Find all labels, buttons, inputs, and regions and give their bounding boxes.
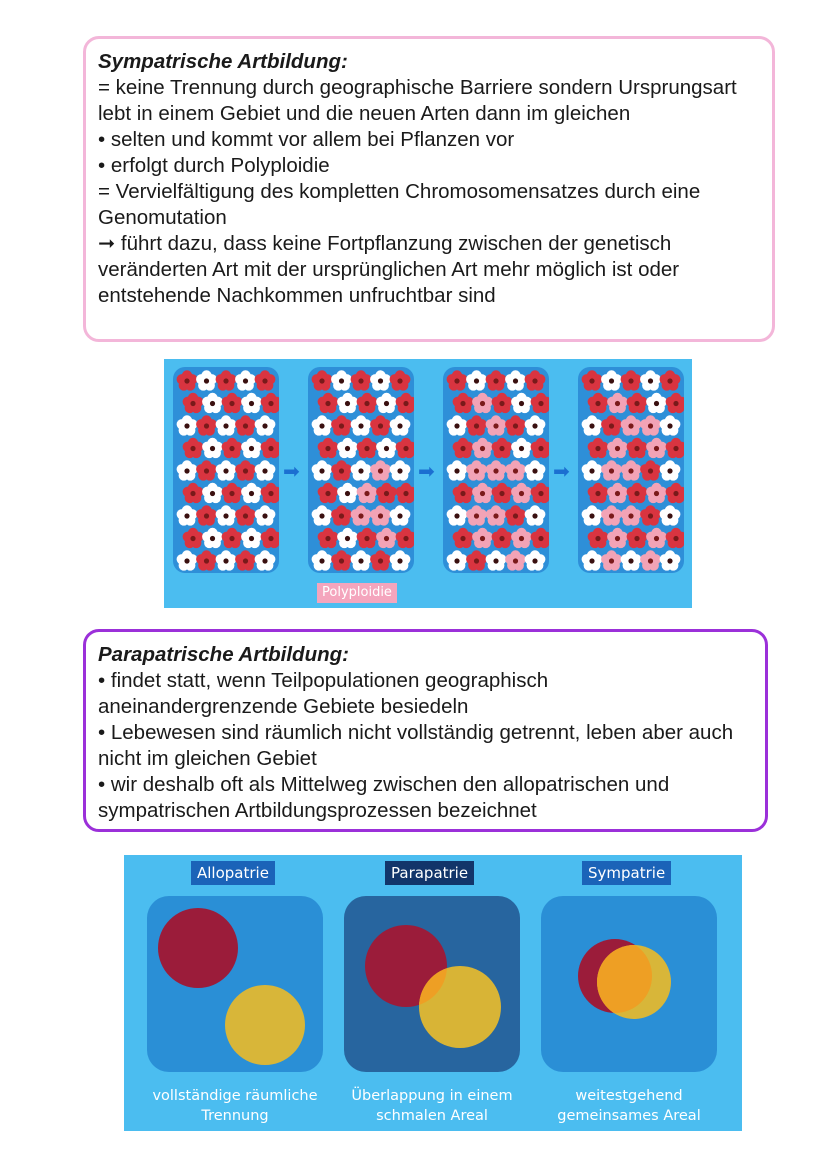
pink-flower-icon — [370, 460, 391, 480]
red-flower-icon — [357, 528, 378, 548]
white-flower-icon — [241, 483, 262, 503]
white-flower-icon — [312, 415, 333, 435]
polyploidy-label: Polyploidie — [317, 583, 397, 603]
white-flower-icon — [505, 370, 526, 390]
white-flower-icon — [337, 438, 358, 458]
white-flower-icon — [582, 550, 603, 570]
red-flower-icon — [486, 370, 507, 390]
red-flower-icon — [261, 393, 279, 413]
pink-flower-icon — [621, 415, 642, 435]
red-flower-icon — [588, 438, 609, 458]
white-flower-icon — [255, 550, 276, 570]
red-flower-icon — [235, 415, 256, 435]
red-flower-icon — [396, 393, 414, 413]
white-flower-icon — [337, 393, 358, 413]
red-flower-icon — [183, 438, 204, 458]
pink-flower-icon — [357, 483, 378, 503]
red-flower-icon — [492, 528, 513, 548]
red-flower-icon — [466, 550, 487, 570]
flower-field-3 — [443, 367, 549, 573]
white-flower-icon — [525, 505, 546, 525]
white-flower-icon — [640, 370, 661, 390]
red-flower-icon — [640, 460, 661, 480]
allopatry-caption-line-1: vollständige räumliche — [152, 1088, 318, 1104]
pink-flower-icon — [601, 550, 622, 570]
red-flower-icon — [666, 483, 684, 503]
white-flower-icon — [177, 460, 198, 480]
pink-flower-icon — [640, 415, 661, 435]
white-flower-icon — [216, 505, 237, 525]
pink-flower-icon — [607, 438, 628, 458]
white-flower-icon — [255, 460, 276, 480]
white-flower-icon — [241, 393, 262, 413]
sympatric-line-4: = Vervielfältigung des kompletten Chromosomensatzes durch eine Genomutation — [98, 180, 701, 229]
red-flower-icon — [588, 528, 609, 548]
white-flower-icon — [202, 438, 223, 458]
white-flower-icon — [202, 483, 223, 503]
white-flower-icon — [447, 505, 468, 525]
white-flower-icon — [216, 550, 237, 570]
white-flower-icon — [202, 528, 223, 548]
white-flower-icon — [660, 460, 681, 480]
white-flower-icon — [525, 460, 546, 480]
red-flower-icon — [505, 505, 526, 525]
sympatric-line-1: = keine Trennung durch geographische Barriere sondern Ursprungsart lebt in einem Gebiet und die neuen Arten dann im gleichen — [98, 76, 737, 125]
sympatric-line-3: • erfolgt durch Polyploidie — [98, 154, 330, 177]
red-flower-icon — [660, 370, 681, 390]
sympatry-region — [541, 896, 717, 1072]
population-panel-2 — [308, 367, 414, 573]
red-flower-icon — [222, 438, 243, 458]
red-flower-icon — [390, 370, 411, 390]
sympatry-tag: Sympatrie — [582, 861, 671, 885]
pink-flower-icon — [511, 483, 532, 503]
red-flower-icon — [177, 370, 198, 390]
white-flower-icon — [337, 483, 358, 503]
allopatry-caption-line-2: Trennung — [201, 1108, 269, 1124]
white-flower-icon — [525, 415, 546, 435]
white-flower-icon — [177, 505, 198, 525]
polyploidy-figure — [164, 359, 692, 608]
white-flower-icon — [601, 370, 622, 390]
red-flower-icon — [261, 438, 279, 458]
white-flower-icon — [351, 550, 372, 570]
red-flower-icon — [183, 483, 204, 503]
red-flower-icon — [331, 460, 352, 480]
red-flower-icon — [601, 415, 622, 435]
white-flower-icon — [255, 505, 276, 525]
red-flower-icon — [492, 393, 513, 413]
red-flower-icon — [376, 483, 397, 503]
parapatric-line-1: • findet statt, wenn Teilpopulationen geographisch aneinandergrenzende Gebiete besiedeln — [98, 669, 549, 718]
white-flower-icon — [390, 505, 411, 525]
arrow-right-icon: ➡ — [553, 461, 570, 483]
red-flower-icon — [492, 438, 513, 458]
red-flower-icon — [666, 393, 684, 413]
red-flower-icon — [196, 550, 217, 570]
white-flower-icon — [216, 460, 237, 480]
red-flower-icon — [453, 393, 474, 413]
red-flower-icon — [588, 483, 609, 503]
sympatric-line-2: • selten und kommt vor allem bei Pflanzen vor — [98, 128, 515, 151]
parapatry-tag: Parapatrie — [385, 861, 474, 885]
sympatric-heading: Sympatrische Artbildung: — [98, 50, 348, 73]
red-flower-icon — [396, 438, 414, 458]
red-flower-icon — [331, 505, 352, 525]
white-flower-icon — [351, 460, 372, 480]
red-flower-icon — [588, 393, 609, 413]
red-flower-icon — [531, 483, 549, 503]
pink-flower-icon — [351, 505, 372, 525]
red-flower-icon — [531, 438, 549, 458]
white-flower-icon — [660, 415, 681, 435]
red-flower-icon — [370, 415, 391, 435]
red-flower-icon — [235, 460, 256, 480]
red-flower-icon — [531, 393, 549, 413]
pink-flower-icon — [646, 438, 667, 458]
red-flower-icon — [621, 370, 642, 390]
pink-flower-icon — [486, 505, 507, 525]
white-flower-icon — [447, 415, 468, 435]
pink-flower-icon — [607, 483, 628, 503]
red-flower-icon — [235, 505, 256, 525]
red-flower-icon — [331, 550, 352, 570]
pink-flower-icon — [472, 528, 493, 548]
red-flower-icon — [331, 415, 352, 435]
flower-field-1 — [173, 367, 279, 573]
white-flower-icon — [337, 528, 358, 548]
red-flower-icon — [196, 415, 217, 435]
red-flower-icon — [666, 528, 684, 548]
red-flower-icon — [370, 550, 391, 570]
red-flower-icon — [492, 483, 513, 503]
red-flower-icon — [453, 528, 474, 548]
white-flower-icon — [390, 550, 411, 570]
white-flower-icon — [511, 393, 532, 413]
flower-field-4 — [578, 367, 684, 573]
red-flower-icon — [235, 550, 256, 570]
red-flower-icon — [318, 438, 339, 458]
red-flower-icon — [627, 438, 648, 458]
pink-flower-icon — [486, 460, 507, 480]
pink-flower-icon — [621, 460, 642, 480]
white-flower-icon — [370, 370, 391, 390]
population-panel-4 — [578, 367, 684, 573]
parapatry-caption-line-2: schmalen Areal — [376, 1108, 488, 1124]
red-flower-icon — [261, 528, 279, 548]
pink-flower-icon — [511, 528, 532, 548]
species-a-area — [158, 908, 238, 988]
sympatry-caption — [529, 1086, 729, 1126]
white-flower-icon — [202, 393, 223, 413]
white-flower-icon — [235, 370, 256, 390]
white-flower-icon — [351, 415, 372, 435]
white-flower-icon — [241, 438, 262, 458]
white-flower-icon — [582, 505, 603, 525]
population-panel-1 — [173, 367, 279, 573]
arrow-right-icon: ➡ — [418, 461, 435, 483]
red-flower-icon — [183, 528, 204, 548]
red-flower-icon — [357, 393, 378, 413]
population-panel-3 — [443, 367, 549, 573]
parapatry-region — [344, 896, 520, 1072]
pink-flower-icon — [505, 460, 526, 480]
pink-flower-icon — [607, 393, 628, 413]
red-flower-icon — [447, 370, 468, 390]
pink-flower-icon — [370, 505, 391, 525]
pink-flower-icon — [472, 483, 493, 503]
red-flower-icon — [357, 438, 378, 458]
sympatric-line-5: ➞ führt dazu, dass keine Fortpflanzung zwischen der genetisch veränderten Art mit der ursprünglichen Art mehr möglich ist oder entstehende Nachkommen unfruchtbar sind — [98, 232, 680, 307]
allopatry-caption — [135, 1086, 335, 1126]
red-flower-icon — [261, 483, 279, 503]
red-flower-icon — [396, 483, 414, 503]
white-flower-icon — [646, 393, 667, 413]
allopatry-region — [147, 896, 323, 1072]
red-flower-icon — [627, 483, 648, 503]
pink-flower-icon — [621, 505, 642, 525]
pink-flower-icon — [486, 415, 507, 435]
red-flower-icon — [318, 483, 339, 503]
white-flower-icon — [312, 460, 333, 480]
red-flower-icon — [312, 370, 333, 390]
species-b-area — [225, 985, 305, 1065]
arrow-right-icon: ➡ — [283, 461, 300, 483]
red-flower-icon — [318, 393, 339, 413]
pink-flower-icon — [601, 460, 622, 480]
speciation-modes-figure — [124, 855, 742, 1131]
pink-flower-icon — [646, 528, 667, 548]
sympatry-caption-line-1: weitestgehend — [575, 1088, 683, 1104]
white-flower-icon — [582, 415, 603, 435]
white-flower-icon — [216, 415, 237, 435]
white-flower-icon — [447, 460, 468, 480]
red-flower-icon — [318, 528, 339, 548]
white-flower-icon — [447, 550, 468, 570]
red-flower-icon — [196, 505, 217, 525]
red-flower-icon — [582, 370, 603, 390]
red-flower-icon — [666, 438, 684, 458]
red-flower-icon — [627, 393, 648, 413]
red-flower-icon — [453, 483, 474, 503]
white-flower-icon — [525, 550, 546, 570]
white-flower-icon — [390, 415, 411, 435]
allopatry-tag: Allopatrie — [191, 861, 275, 885]
pink-flower-icon — [505, 550, 526, 570]
parapatry-caption — [332, 1086, 532, 1126]
white-flower-icon — [312, 505, 333, 525]
pink-flower-icon — [601, 505, 622, 525]
white-flower-icon — [241, 528, 262, 548]
red-flower-icon — [183, 393, 204, 413]
red-flower-icon — [196, 460, 217, 480]
white-flower-icon — [177, 415, 198, 435]
white-flower-icon — [196, 370, 217, 390]
parapatric-textbox — [83, 629, 768, 832]
white-flower-icon — [177, 550, 198, 570]
pink-flower-icon — [466, 505, 487, 525]
white-flower-icon — [312, 550, 333, 570]
red-flower-icon — [466, 415, 487, 435]
white-flower-icon — [331, 370, 352, 390]
red-flower-icon — [453, 438, 474, 458]
white-flower-icon — [621, 550, 642, 570]
red-flower-icon — [396, 528, 414, 548]
white-flower-icon — [582, 460, 603, 480]
white-flower-icon — [376, 393, 397, 413]
white-flower-icon — [486, 550, 507, 570]
sympatric-textbox — [83, 36, 775, 342]
pink-flower-icon — [472, 393, 493, 413]
parapatric-line-2: • Lebewesen sind räumlich nicht vollständig getrennt, leben aber auch nicht im gleichen Gebiet — [98, 721, 734, 770]
parapatry-caption-line-1: Überlappung in einem — [351, 1088, 513, 1104]
pink-flower-icon — [472, 438, 493, 458]
pink-flower-icon — [646, 483, 667, 503]
red-flower-icon — [255, 370, 276, 390]
pink-flower-icon — [640, 550, 661, 570]
red-flower-icon — [640, 505, 661, 525]
red-flower-icon — [351, 370, 372, 390]
white-flower-icon — [255, 415, 276, 435]
white-flower-icon — [511, 438, 532, 458]
red-flower-icon — [505, 415, 526, 435]
white-flower-icon — [660, 550, 681, 570]
red-flower-icon — [222, 528, 243, 548]
flower-field-2 — [308, 367, 414, 573]
pink-flower-icon — [466, 460, 487, 480]
red-flower-icon — [222, 483, 243, 503]
red-flower-icon — [222, 393, 243, 413]
pink-flower-icon — [376, 528, 397, 548]
red-flower-icon — [216, 370, 237, 390]
white-flower-icon — [466, 370, 487, 390]
parapatric-heading: Parapatrische Artbildung: — [98, 643, 349, 666]
white-flower-icon — [390, 460, 411, 480]
red-flower-icon — [531, 528, 549, 548]
parapatric-line-3: • wir deshalb oft als Mittelweg zwischen den allopatrischen und sympatrischen Artbildungsprozessen bezeichnet — [98, 773, 670, 822]
pink-flower-icon — [607, 528, 628, 548]
white-flower-icon — [660, 505, 681, 525]
sympatry-caption-line-2: gemeinsames Areal — [557, 1108, 701, 1124]
red-flower-icon — [525, 370, 546, 390]
red-flower-icon — [627, 528, 648, 548]
white-flower-icon — [376, 438, 397, 458]
